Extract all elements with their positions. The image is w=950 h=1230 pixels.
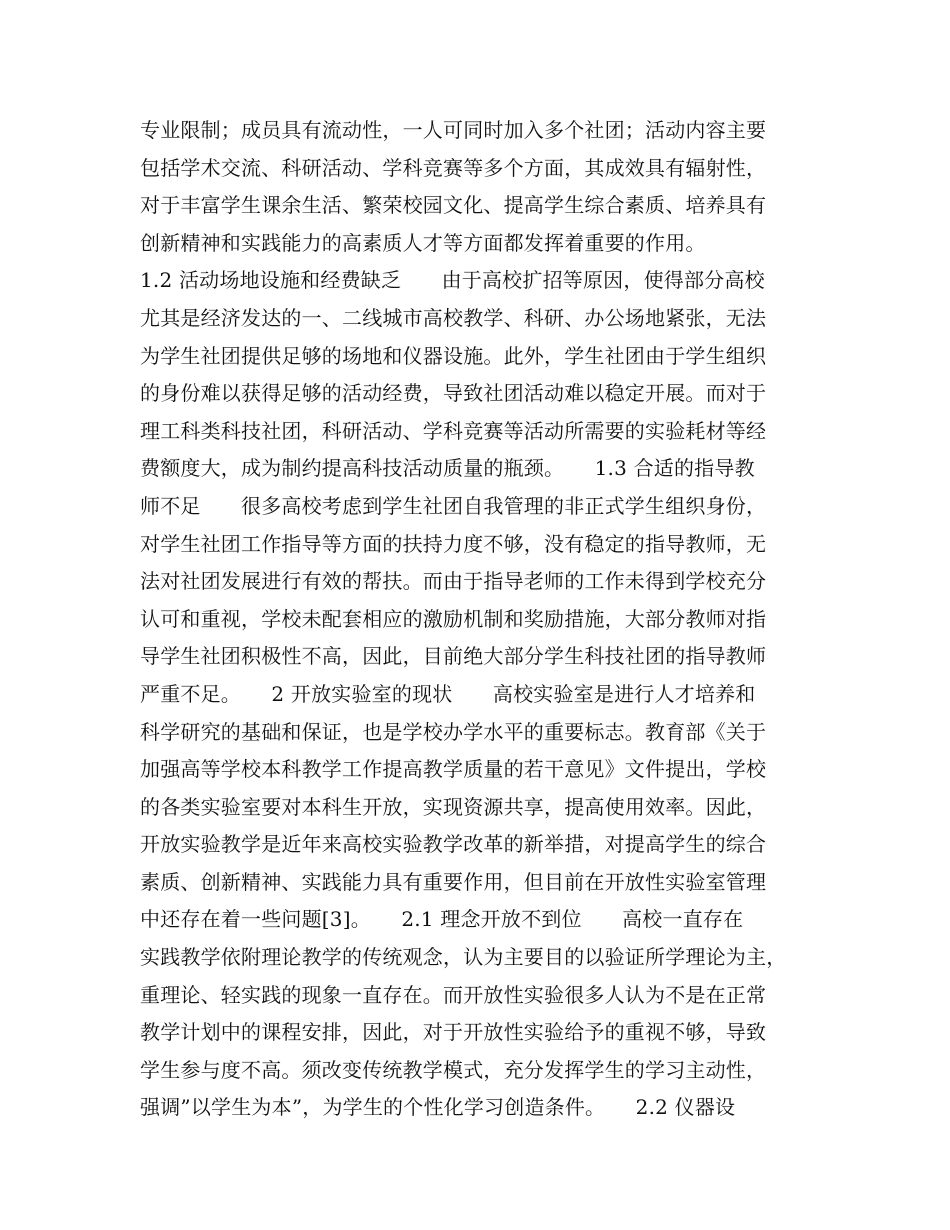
text-line: 对学生社团工作指导等方面的扶持力度不够，没有稳定的指导教师，无 bbox=[140, 531, 767, 556]
text-line: 重理论、轻实践的现象一直存在。而开放性实验很多人认为不是在正常 bbox=[140, 982, 767, 1007]
text-line: 尤其是经济发达的一、二线城市高校教学、科研、办公场地紧张，无法 bbox=[140, 305, 767, 330]
text-line: 中还存在着一些问题[3]。 2.1 理念开放不到位 高校一直存在 bbox=[140, 907, 744, 932]
text-line: 强调”以学生为本”，为学生的个性化学习创造条件。 2.2 仪器设 bbox=[140, 1095, 736, 1120]
text-line: 创新精神和实践能力的高素质人才等方面都发挥着重要的作用。 bbox=[140, 230, 706, 255]
text-line: 为学生社团提供足够的场地和仪器设施。此外，学生社团由于学生组织 bbox=[140, 343, 767, 368]
text-line: 法对社团发展进行有效的帮扶。而由于指导老师的工作未得到学校充分 bbox=[140, 569, 767, 594]
text-line: 包括学术交流、科研活动、学科竞赛等多个方面，其成效具有辐射性， bbox=[140, 155, 767, 180]
text-line: 的各类实验室要对本科生开放，实现资源共享，提高使用效率。因此， bbox=[140, 794, 767, 819]
text-line: 对于丰富学生课余生活、繁荣校园文化、提高学生综合素质、培养具有 bbox=[140, 193, 767, 218]
text-line: 素质、创新精神、实践能力具有重要作用，但目前在开放性实验室管理 bbox=[140, 869, 767, 894]
text-line: 认可和重视，学校未配套相应的激励机制和奖励措施，大部分教师对指 bbox=[140, 606, 767, 631]
text-line: 实践教学依附理论教学的传统观念，认为主要目的以验证所学理论为主， bbox=[140, 945, 787, 970]
text-line: 费额度大，成为制约提高科技活动质量的瓶颈。 1.3 合适的指导教 bbox=[140, 456, 755, 481]
text-line: 师不足 很多高校考虑到学生社团自我管理的非正式学生组织身份， bbox=[140, 493, 767, 518]
text-line: 学生参与度不高。须改变传统教学模式，充分发挥学生的学习主动性， bbox=[140, 1057, 767, 1082]
text-line: 的身份难以获得足够的活动经费，导致社团活动难以稳定开展。而对于 bbox=[140, 381, 767, 406]
text-line: 科学研究的基础和保证，也是学校办学水平的重要标志。教育部《关于 bbox=[140, 719, 767, 744]
text-line: 专业限制；成员具有流动性，一人可同时加入多个社团；活动内容主要 bbox=[140, 118, 767, 142]
text-line: 教学计划中的课程安排，因此，对于开放性实验给予的重视不够，导致 bbox=[140, 1020, 767, 1045]
text-line: 1.2 活动场地设施和经费缺乏 由于高校扩招等原因，使得部分高校 bbox=[140, 268, 765, 293]
text-line: 严重不足。 2 开放实验室的现状 高校实验室是进行人才培养和 bbox=[140, 681, 756, 706]
text-line: 开放实验教学是近年来高校实验教学改革的新举措，对提高学生的综合 bbox=[140, 832, 767, 857]
body-text bbox=[140, 112, 840, 1127]
text-line: 加强高等学校本科教学工作提高教学质量的若干意见》文件提出，学校 bbox=[140, 757, 767, 782]
text-line: 理工科类科技社团，科研活动、学科竞赛等活动所需要的实验耗材等经 bbox=[140, 418, 767, 443]
text-line: 导学生社团积极性不高，因此，目前绝大部分学生科技社团的指导教师 bbox=[140, 644, 767, 669]
